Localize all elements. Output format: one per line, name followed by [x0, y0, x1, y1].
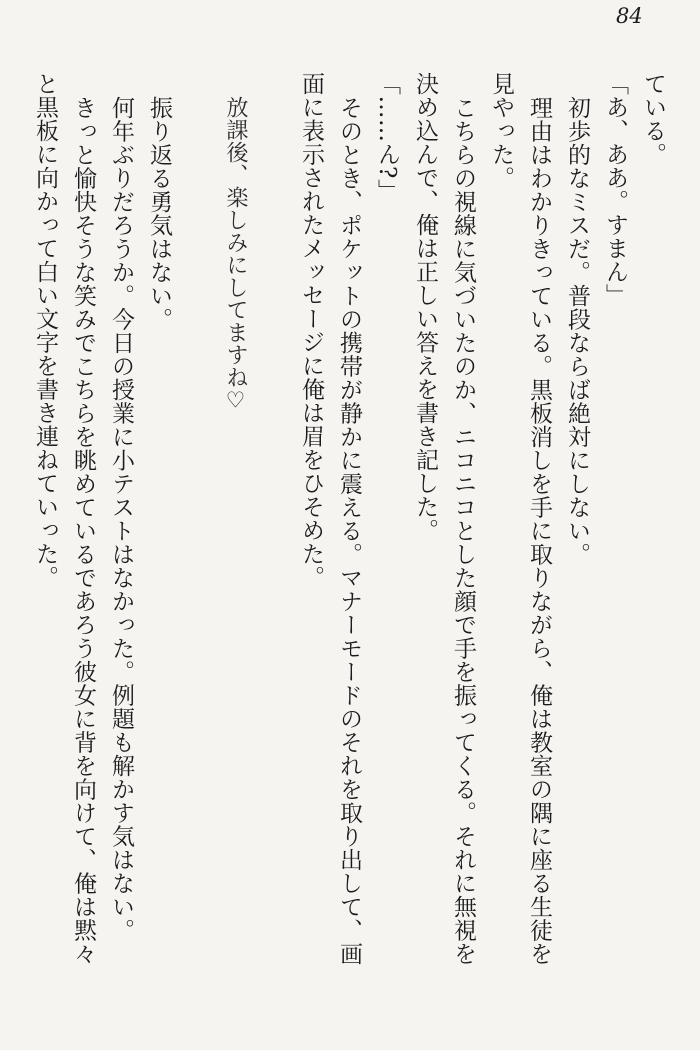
- text-line: 「……ん?」: [374, 72, 400, 203]
- text-line: きっと愉快そうな笑みでこちらを眺めているであろう彼女に背を向けて、俺は黙々: [70, 95, 96, 965]
- text-line: ている。: [640, 72, 666, 166]
- text-line: 何年ぶりだろうか。今日の授業に小テストはなかった。例題も解かす気はない。: [108, 95, 134, 942]
- text-line: そのとき、ポケットの携帯が静かに震える。マナーモードのそれを取り出して、画: [336, 95, 362, 965]
- vertical-text-block: [20, 72, 672, 982]
- text-line: 決め込んで、俺は正しい答えを書き記した。: [412, 72, 438, 542]
- text-line: 面に表示されたメッセージに俺は眉をひそめた。: [298, 72, 324, 589]
- blank-line: [178, 72, 216, 982]
- page-number: 84: [616, 4, 643, 28]
- text-line: と黒板に向かって白い文字を書き連ねていった。: [32, 72, 58, 589]
- text-line: 「あ、ああ。すまん」: [602, 72, 628, 307]
- text-line: 見やった。: [488, 72, 514, 190]
- text-line: 放課後、楽しみにしてますね♡: [223, 95, 248, 414]
- text-line: 理由はわかりきっている。黒板消しを手に取りながら、俺は教室の隅に座る生徒を: [526, 95, 552, 965]
- text-line: こちらの視線に気づいたのか、ニコニコとした顔で手を振ってくる。それに無視を: [450, 95, 476, 965]
- text-line: 初歩的なミスだ。普段ならば絶対にしない。: [564, 95, 590, 566]
- blank-line: [254, 72, 292, 982]
- text-line: 振り返る勇気はない。: [146, 95, 172, 331]
